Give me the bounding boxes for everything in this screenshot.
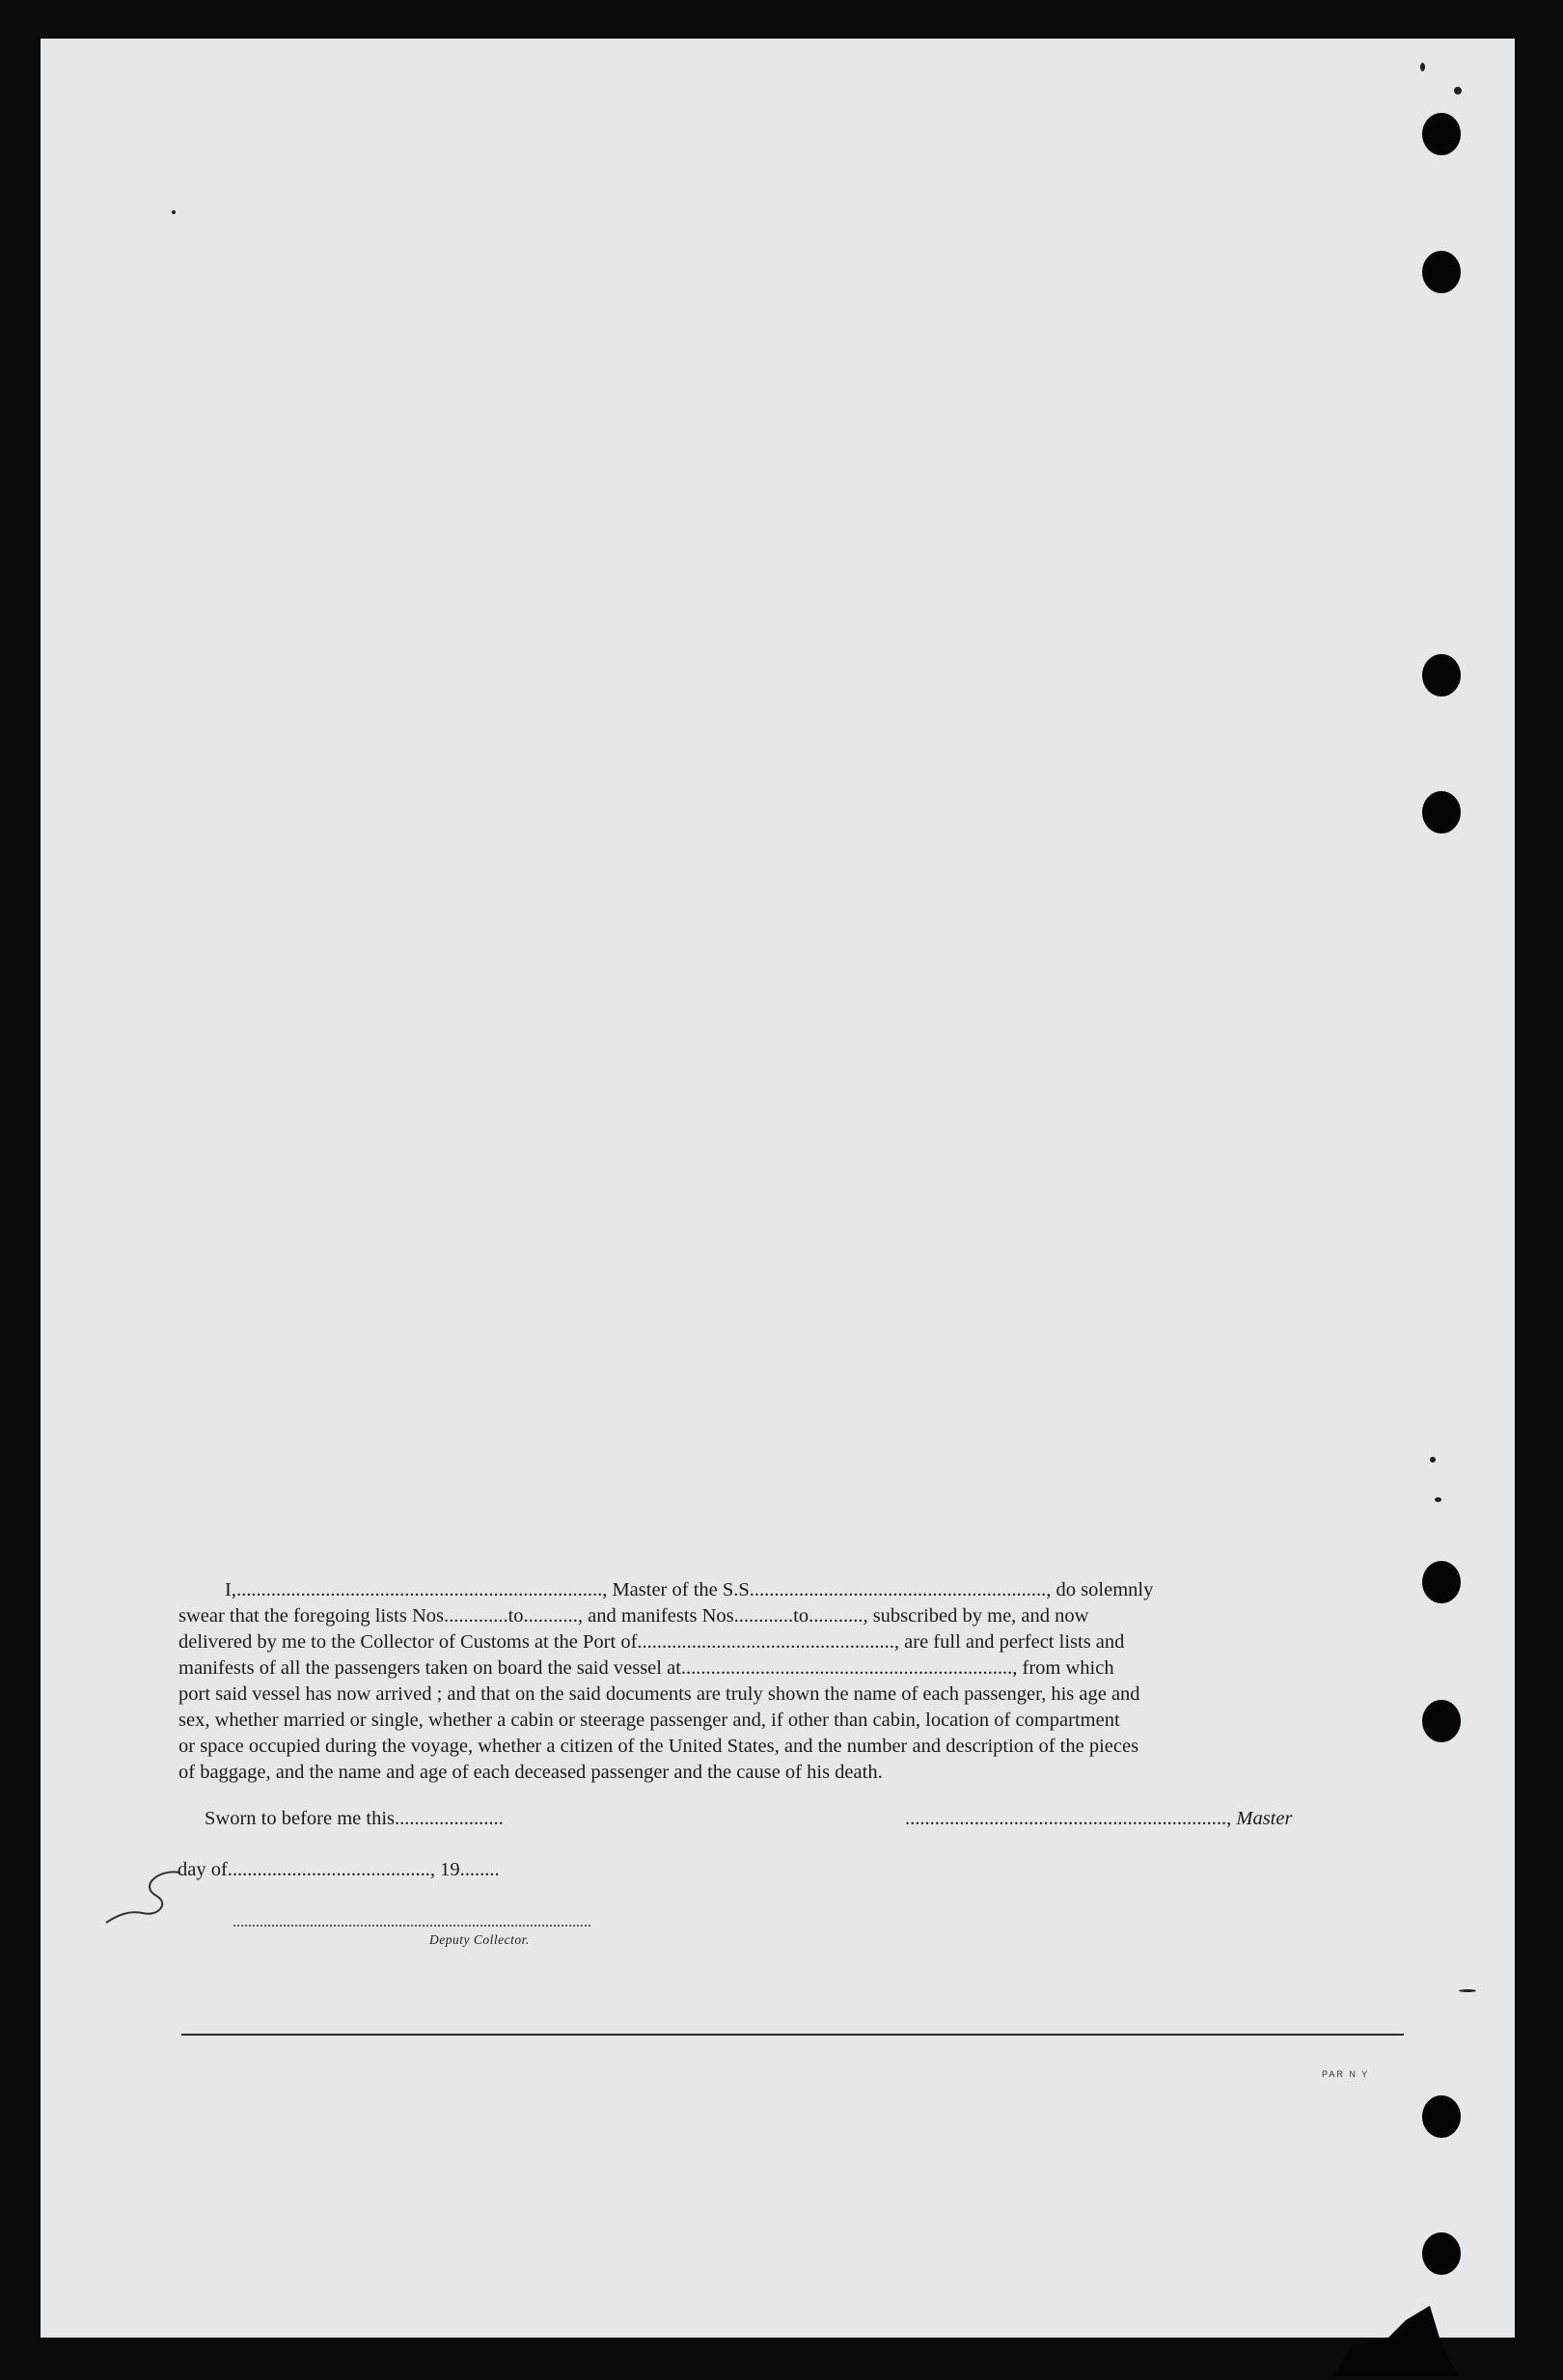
master-signature-line: [905, 1808, 1292, 1830]
oath-line: delivered by me to the Collector of Customs at the Port of...................................................., are full and perfect lists and: [178, 1631, 1125, 1653]
deputy-signature-line: [233, 1925, 590, 1927]
speck: [1459, 1989, 1476, 1992]
oath-line: of baggage, and the name and age of each deceased passenger and the cause of his death.: [178, 1762, 883, 1783]
punch-hole: [1422, 251, 1461, 293]
printer-mark: PAR N Y: [1322, 2069, 1370, 2079]
punch-hole: [1422, 1700, 1461, 1742]
punch-hole: [1422, 791, 1461, 834]
deputy-collector-label: Deputy Collector.: [429, 1932, 530, 1947]
torn-corner: [1333, 2306, 1459, 2376]
handwritten-mark: [100, 1867, 187, 1925]
master-oath-paragraph: [178, 1577, 1404, 1786]
sworn-line: Sworn to before me this......................: [205, 1808, 504, 1829]
oath-line: port said vessel has now arrived ; and that on the said documents are truly shown the name of each passenger, his age and: [178, 1683, 1140, 1705]
document-page: [41, 39, 1515, 2338]
oath-line: I,.........................................................................., Master of the S.S............................................................, do solemnly: [225, 1579, 1154, 1600]
speck: [1430, 1457, 1436, 1463]
punch-hole: [1422, 1561, 1461, 1603]
horizontal-rule: [181, 2034, 1404, 2036]
master-label: Master: [1236, 1808, 1293, 1829]
day-line: day of........................................., 19........: [178, 1859, 500, 1880]
oath-line: or space occupied during the voyage, whether a citizen of the United States, and the number and description of the pieces: [178, 1736, 1139, 1757]
master-dots: .................................................................,: [905, 1808, 1232, 1829]
speck: [172, 210, 176, 214]
punch-hole: [1422, 654, 1461, 697]
punch-hole: [1422, 2095, 1461, 2138]
oath-line: manifests of all the passengers taken on board the said vessel at..................................................................., from which: [178, 1657, 1114, 1679]
speck: [1420, 63, 1425, 71]
punch-hole: [1422, 113, 1461, 155]
oath-line: sex, whether married or single, whether a cabin or steerage passenger and, if other than cabin, location of compartment: [178, 1710, 1120, 1731]
punch-hole: [1422, 2232, 1461, 2275]
speck: [1454, 87, 1462, 95]
speck: [1435, 1497, 1441, 1502]
oath-line: swear that the foregoing lists Nos.............to..........., and manifests Nos............to..........., subscribed by me, and now: [178, 1605, 1089, 1627]
